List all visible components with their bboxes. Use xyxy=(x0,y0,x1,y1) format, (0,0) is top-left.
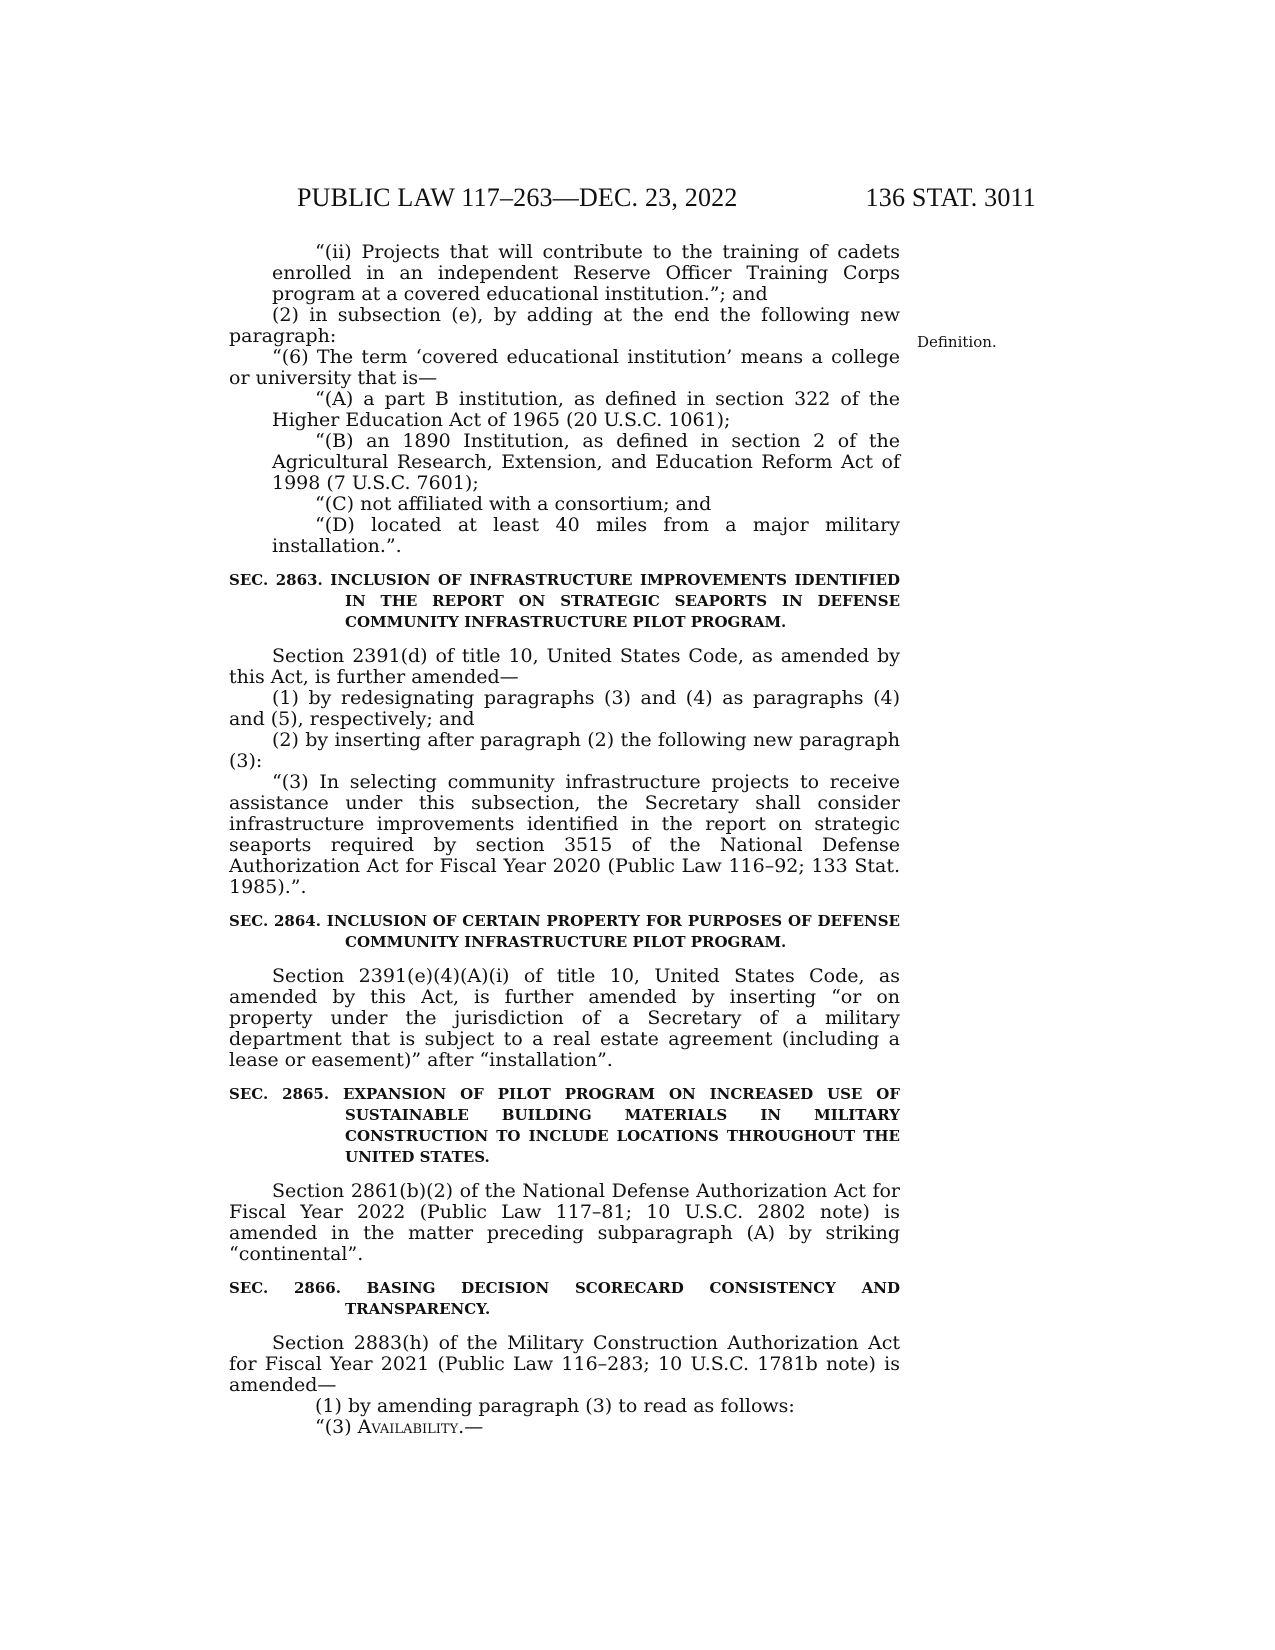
availability-term: Availability xyxy=(357,1416,459,1438)
document-body xyxy=(229,242,900,1438)
section-2863-item-2: (2) by inserting after paragraph (2) the following new paragraph (3): xyxy=(229,729,900,772)
section-2865-heading: SEC. 2865. EXPANSION OF PILOT PROGRAM ON INCREASED USE OF SUSTAINABLE BUILDING MATERIALS IN MILITARY CONSTRUCTION TO INCLUDE LOCATIONS THROUGHOUT THE UNITED STATES. xyxy=(229,1085,900,1166)
margin-note-definition: Definition. xyxy=(917,333,997,351)
definition-item-b: “(B) an 1890 Institution, as defined in section 2 of the Agricultural Research, Extension, and Education Reform Act of 1998 (7 U.S.C. 7601); xyxy=(272,430,900,494)
page-reference: 136 STAT. 3011 xyxy=(865,183,1036,212)
section-2863-intro: Section 2391(d) of title 10, United States Code, as amended by this Act, is further amended— xyxy=(229,645,900,688)
amendment-paragraph-2: (2) in subsection (e), by adding at the end the following new paragraph: xyxy=(229,304,900,347)
section-2863-item-1: (1) by redesignating paragraphs (3) and (4) as paragraphs (4) and (5), respectively; and xyxy=(229,687,900,730)
definition-paragraph-6: “(6) The term ‘covered educational institution’ means a college or university that is— xyxy=(229,346,900,389)
section-2866-item-3-availability xyxy=(272,1417,900,1438)
availability-prefix: “(3) xyxy=(315,1416,358,1438)
section-2865-text: Section 2861(b)(2) of the National Defense Authorization Act for Fiscal Year 2022 (Public Law 117–81; 10 U.S.C. 2802 note) is amended in the matter preceding subparagraph (A) by striking “continental”. xyxy=(229,1180,900,1265)
section-2866-intro: Section 2883(h) of the Military Construction Authorization Act for Fiscal Year 2021 (Public Law 116–283; 10 U.S.C. 1781b note) is amended— xyxy=(229,1332,900,1396)
section-2866-item-1: (1) by amending paragraph (3) to read as follows: xyxy=(315,1395,795,1417)
clause-ii-paragraph: “(ii) Projects that will contribute to the training of cadets enrolled in an independent Reserve Officer Training Corps program at a covered educational institution.”; and xyxy=(272,241,900,305)
page-header xyxy=(297,180,1036,216)
section-2864-heading: SEC. 2864. INCLUSION OF CERTAIN PROPERTY FOR PURPOSES OF DEFENSE COMMUNITY INFRASTRUCTURE PILOT PROGRAM. xyxy=(229,912,900,951)
definition-item-a: “(A) a part B institution, as defined in section 322 of the Higher Education Act of 1965 (20 U.S.C. 1061); xyxy=(272,388,900,431)
availability-suffix: .— xyxy=(458,1416,484,1438)
definition-item-d: “(D) located at least 40 miles from a major military installation.”. xyxy=(272,514,900,557)
section-2863-heading: SEC. 2863. INCLUSION OF INFRASTRUCTURE IMPROVEMENTS IDENTIFIED IN THE REPORT ON STRATEGIC SEAPORTS IN DEFENSE COMMUNITY INFRASTRUCTURE PILOT PROGRAM. xyxy=(229,571,900,631)
section-2864-text: Section 2391(e)(4)(A)(i) of title 10, United States Code, as amended by this Act, is further amended by inserting “or on property under the jurisdiction of a Secretary of a military department that is subject to a real estate agreement (including a lease or easement)” after “installation”. xyxy=(229,965,900,1071)
definition-item-c: “(C) not affiliated with a consortium; and xyxy=(315,493,712,515)
section-2866-heading: SEC. 2866. BASING DECISION SCORECARD CONSISTENCY AND TRANSPARENCY. xyxy=(229,1279,900,1318)
running-title: PUBLIC LAW 117–263—DEC. 23, 2022 xyxy=(297,183,738,212)
section-2863-quoted-paragraph: “(3) In selecting community infrastructure projects to receive assistance under this subsection, the Secretary shall consider infrastructure improvements identified in the report on strategic seaports required by section 3515 of the National Defense Authorization Act for Fiscal Year 2020 (Public Law 116–92; 133 Stat. 1985).”. xyxy=(229,771,900,898)
